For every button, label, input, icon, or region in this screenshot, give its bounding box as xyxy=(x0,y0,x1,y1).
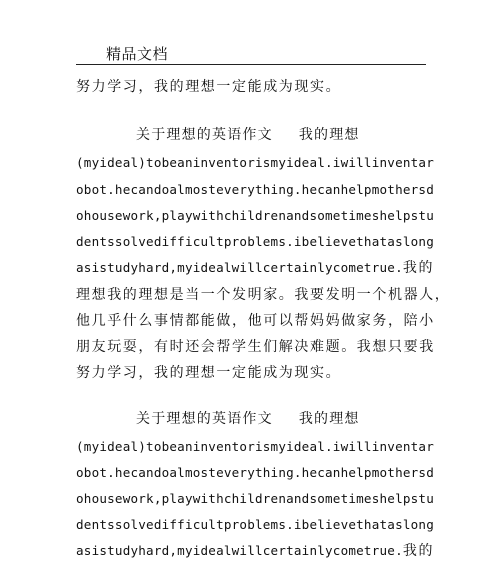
section1-en-line-3: ohousework,playwithchildrenandsometimeshelpstu xyxy=(76,208,434,223)
section1-title-left: 关于理想的英语作文 xyxy=(136,127,273,143)
section1-title xyxy=(136,126,360,144)
section2-title-left: 关于理想的英语作文 xyxy=(136,411,273,427)
section2-en-line-4: dentssolvedifficultproblems.ibelievethataslong xyxy=(76,517,434,532)
section1-en-line-5 xyxy=(76,259,434,277)
section2-en-line-5-en: asistudyhard,myidealwillcertainlycometrue. xyxy=(76,543,403,558)
section1-en-line-1: (myideal)tobeaninventorismyideal.iwillinventar xyxy=(76,155,434,170)
section2-en-line-3: ohousework,playwithchildrenandsometimeshelpstu xyxy=(76,491,434,506)
section1-en-line-5-en: asistudyhard,myidealwillcertainlycometrue. xyxy=(76,260,403,275)
section1-cn-line-2: 他几乎什么事情都能做，他可以帮妈妈做家务，陪小 xyxy=(76,313,435,329)
section1-en-line-2: obot.hecandoalmosteverything.hecanhelpmothersd xyxy=(76,182,434,197)
section2-title-right: 我的理想 xyxy=(298,411,360,427)
section1-cn-line-1: 理想我的理想是当一个发明家。我要发明一个机器人， xyxy=(76,287,451,303)
section2-en-line-5-cn: 我的 xyxy=(402,543,435,559)
section2-en-line-2: obot.hecandoalmosteverything.hecanhelpmothersd xyxy=(76,465,434,480)
section1-en-line-4: dentssolvedifficultproblems.ibelievethataslong xyxy=(76,234,434,249)
section1-title-right: 我的理想 xyxy=(298,127,360,143)
header-title: 精品文档 xyxy=(106,45,169,63)
page-header xyxy=(76,44,426,65)
intro-line: 努力学习，我的理想一定能成为现实。 xyxy=(76,79,342,95)
section1-cn-line-4: 努力学习，我的理想一定能成为现实。 xyxy=(76,365,342,381)
section1-en-line-5-cn: 我的 xyxy=(402,260,435,276)
section2-en-line-1: (myideal)tobeaninventorismyideal.iwillinventar xyxy=(76,439,434,454)
section2-en-line-5 xyxy=(76,542,434,560)
section1-cn-line-3: 朋友玩耍，有时还会帮学生们解决难题。我想只要我 xyxy=(76,339,435,355)
section2-title xyxy=(136,410,360,428)
